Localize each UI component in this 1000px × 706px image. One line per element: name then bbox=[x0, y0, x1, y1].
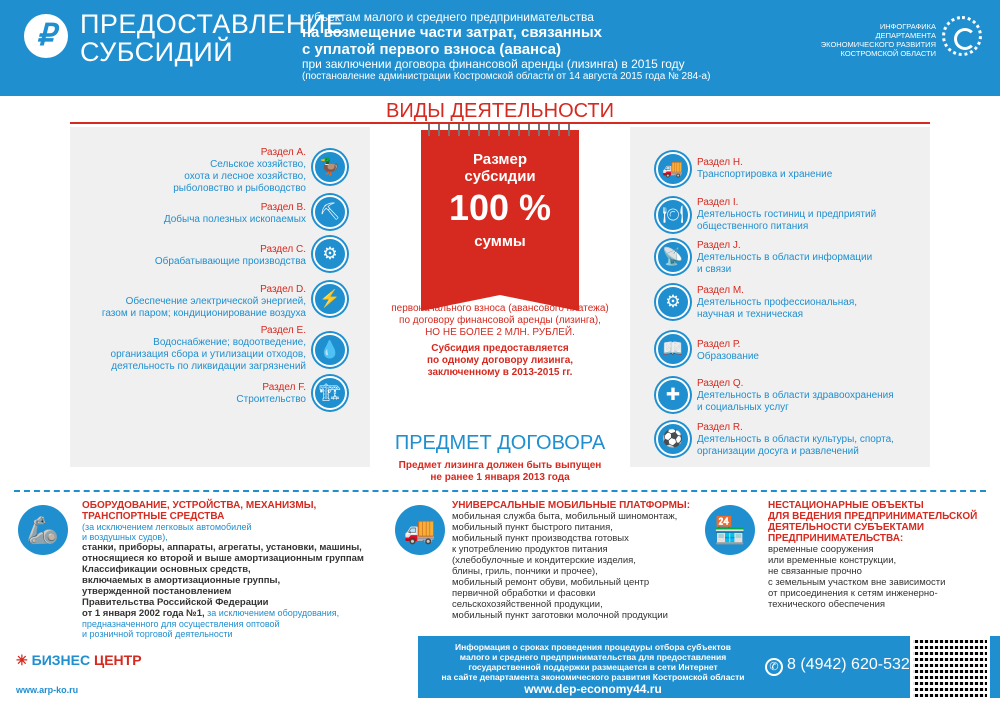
logo-star-icon: ✳ bbox=[16, 652, 32, 668]
activity-section: Раздел Е. bbox=[260, 325, 306, 336]
title-line-2: СУБСИДИЙ bbox=[80, 37, 234, 67]
business-center-logo bbox=[16, 652, 142, 669]
equipment-body-line: утвержденной постановлением bbox=[82, 586, 232, 597]
activity-description: Деятельность в области культуры, спорта, bbox=[697, 434, 894, 445]
limits-line-3: заключенному в 2013-2015 гг. bbox=[427, 367, 573, 378]
subtitle-line-4: (постановление администрации Костромской области от 14 августа 2015 года № 284-а) bbox=[302, 71, 711, 82]
conditions-line-3: НО НЕ БОЛЕЕ 2 МЛН. РУБЛЕЙ. bbox=[425, 327, 575, 338]
subtitle-line-3: при заключении договора финансовой аренды (лизинга) в 2015 году bbox=[302, 57, 685, 71]
activity-item bbox=[697, 339, 917, 363]
banner-heading bbox=[421, 151, 579, 185]
mobile-body-line: к употреблению продуктов питания bbox=[452, 544, 608, 555]
equipment-head-2: ТРАНСПОРТНЫЕ СРЕДСТВА bbox=[82, 511, 225, 522]
antenna-icon: 📡 bbox=[656, 240, 690, 274]
subject-note bbox=[370, 460, 630, 484]
equipment-body-line: Классификации основных средств, bbox=[82, 564, 251, 575]
activity-section: Раздел J. bbox=[697, 240, 741, 251]
activity-description: научная и техническая bbox=[697, 309, 804, 320]
title-line-1: ПРЕДОСТАВЛЕНИЕ bbox=[80, 9, 345, 39]
activity-description: Водоснабжение; водоотведение, bbox=[153, 337, 306, 348]
activity-item bbox=[697, 197, 917, 233]
equipment-column bbox=[82, 500, 382, 639]
logo-text-a: БИЗНЕС bbox=[31, 652, 91, 668]
phone-icon: ✆ bbox=[765, 658, 783, 676]
non-stationary-column bbox=[768, 500, 988, 610]
activity-item bbox=[697, 285, 917, 321]
forklift-icon: 🚚 bbox=[656, 152, 690, 186]
activity-section: Раздел А. bbox=[260, 147, 306, 158]
non-stationary-body-line: не связанные прочно bbox=[768, 566, 862, 577]
mobile-body-line: сельскохозяйственной продукции, bbox=[452, 599, 603, 610]
mobile-body-line: (хлебобулочные и кондитерские изделия, bbox=[452, 555, 636, 566]
equipment-exclusion-2: предназначенного для осуществления оптовой bbox=[82, 619, 280, 629]
phone-number: 8 (4942) 620-532 bbox=[787, 656, 910, 673]
lightning-icon: ⚡ bbox=[313, 282, 347, 316]
dept-line-2: ДЕПАРТАМЕНТА bbox=[875, 31, 936, 40]
activity-section: Раздел Р. bbox=[697, 339, 741, 350]
activity-item bbox=[697, 378, 917, 414]
limits-line-2: по одному договору лизинга, bbox=[426, 355, 574, 366]
equipment-body-line: Правительства Российской Федерации bbox=[82, 597, 269, 608]
footer-info-line: Информация о сроках проведения процедуры отбора субъектов bbox=[455, 642, 731, 652]
mobile-body-line: мобильная служба быта, мобильный шиномонтаж, bbox=[452, 511, 678, 522]
subject-title: ПРЕДМЕТ ДОГОВОРА bbox=[394, 432, 606, 454]
banner-line-2: субсидии bbox=[464, 168, 536, 185]
equipment-note-2: и воздушных судов), bbox=[82, 532, 168, 542]
mine-cart-icon: ⛏ bbox=[313, 195, 347, 229]
activity-section: Раздел Q. bbox=[697, 378, 744, 389]
activity-item bbox=[80, 244, 306, 268]
activity-item bbox=[697, 422, 917, 458]
dept-line-1: ИНФОГРАФИКА bbox=[879, 22, 936, 31]
ruble-logo-icon: ₽ bbox=[24, 14, 68, 58]
banner-rings bbox=[428, 124, 572, 136]
mobile-body-line: мобильный пункт заготовки молочной продукции bbox=[452, 610, 668, 621]
equipment-body-line: относящиеся ко второй и выше амортизационным группам bbox=[82, 553, 364, 564]
subsidy-limits bbox=[370, 343, 630, 379]
footer-info bbox=[428, 642, 758, 682]
activity-section: Раздел F. bbox=[262, 382, 306, 393]
activity-section: Раздел R. bbox=[697, 422, 743, 433]
activity-item bbox=[80, 147, 306, 195]
limits-line-1: Субсидия предоставляется bbox=[431, 343, 569, 354]
activity-section: Раздел Н. bbox=[697, 157, 743, 168]
equipment-exclusion-3: и розничной торговой деятельности bbox=[82, 629, 233, 639]
subsidy-conditions bbox=[370, 303, 630, 339]
equipment-head-1: ОБОРУДОВАНИЕ, УСТРОЙСТВА, МЕХАНИЗМЫ, bbox=[82, 500, 317, 511]
subject-note-line-2: не ранее 1 января 2013 года bbox=[430, 472, 570, 483]
mobile-body-line: первичной обработки и фасовки bbox=[452, 588, 596, 599]
department-link[interactable]: www.dep-economy44.ru bbox=[524, 682, 662, 696]
non-stationary-head-line: НЕСТАЦИОНАРНЫЕ ОБЪЕКТЫ bbox=[768, 500, 924, 511]
subject-note-line-1: Предмет лизинга должен быть выпущен bbox=[398, 460, 602, 471]
non-stationary-body-line: технического обеспечения bbox=[768, 599, 886, 610]
qr-code-pattern bbox=[913, 637, 987, 697]
conditions-line-1: первоначального взноса (авансового платежа) bbox=[391, 303, 609, 314]
banner-sum-label: суммы bbox=[474, 233, 526, 250]
department-label bbox=[806, 22, 936, 58]
mobile-body-line: мобильный пункт быстрого питания, bbox=[452, 522, 613, 533]
mobile-platforms-column bbox=[452, 500, 702, 621]
excavator-icon: 🏗 bbox=[313, 376, 347, 410]
activity-item bbox=[80, 325, 306, 373]
activity-section: Раздел I. bbox=[697, 197, 739, 208]
activity-description: Добыча полезных ископаемых bbox=[163, 214, 306, 225]
activities-title: ВИДЫ ДЕЯТЕЛЬНОСТИ bbox=[385, 100, 615, 122]
activity-description: Сельское хозяйство, bbox=[210, 159, 306, 170]
activity-item bbox=[697, 157, 917, 181]
department-logo-icon bbox=[942, 16, 982, 56]
activity-description: Деятельность профессиональная, bbox=[697, 297, 858, 308]
activity-section: Раздел М. bbox=[697, 285, 744, 296]
equipment-body-line: включаемых в амортизационные группы, bbox=[82, 575, 281, 586]
gear-icon: ⚙ bbox=[313, 237, 347, 271]
dept-line-3: ЭКОНОМИЧЕСКОГО РАЗВИТИЯ bbox=[820, 40, 936, 49]
activity-description: организация сбора и утилизации отходов, bbox=[110, 349, 306, 360]
mobile-body-line: мобильный пункт производства готовых bbox=[452, 533, 629, 544]
water-drop-icon: 💧 bbox=[313, 333, 347, 367]
equipment-note-1: (за исключением легковых автомобилей bbox=[82, 522, 252, 532]
banner-line-1: Размер bbox=[472, 151, 528, 168]
activity-description: Обеспечение электрической энергией, bbox=[125, 296, 306, 307]
activity-item bbox=[697, 240, 917, 276]
duck-icon: 🦆 bbox=[313, 150, 347, 184]
mobile-head: УНИВЕРСАЛЬНЫЕ МОБИЛЬНЫЕ ПЛАТФОРМЫ: bbox=[452, 500, 691, 511]
footer-info-line: на сайте департамента экономического развития Костромской области bbox=[441, 672, 745, 682]
activity-item bbox=[80, 202, 306, 226]
equipment-date: от 1 января 2002 года №1, bbox=[82, 608, 205, 619]
equipment-exclusion: за исключением оборудования, bbox=[204, 608, 340, 618]
activity-description: Деятельность гостиниц и предприятий bbox=[697, 209, 877, 220]
activity-section: Раздел С. bbox=[260, 244, 306, 255]
non-stationary-head-line: ДЛЯ ВЕДЕНИЯ ПРЕДПРИНИМАТЕЛЬСКОЙ bbox=[768, 511, 978, 522]
activity-description: газом и паром; кондиционирование воздуха bbox=[101, 308, 306, 319]
non-stationary-body-line: временные сооружения bbox=[768, 544, 874, 555]
soccer-ball-icon: ⚽ bbox=[656, 422, 690, 456]
activity-item bbox=[80, 382, 306, 406]
delivery-truck-icon: 🚚 bbox=[395, 505, 445, 555]
activity-description: Обрабатывающие производства bbox=[154, 256, 306, 267]
mobile-body-line: блины, гриль, пончики и прочее), bbox=[452, 566, 598, 577]
activity-description: организации досуга и развлечений bbox=[697, 446, 859, 457]
subtitle-line-2b: с уплатой первого взноса (аванса) bbox=[302, 41, 561, 58]
gears-icon: ⚙ bbox=[656, 285, 690, 319]
activity-description: Строительство bbox=[236, 394, 306, 405]
banner-percent: 100 % bbox=[448, 187, 552, 228]
non-stationary-head-line: ПРЕДПРИНИМАТЕЛЬСТВА: bbox=[768, 533, 904, 544]
conditions-line-2: по договору финансовой аренды (лизинга), bbox=[399, 315, 601, 326]
plate-cutlery-icon: 🍽 bbox=[656, 198, 690, 232]
equipment-body-line: станки, приборы, аппараты, агрегаты, установки, машины, bbox=[82, 542, 362, 553]
business-center-link[interactable]: www.arp-ko.ru bbox=[16, 685, 79, 695]
mobile-body-line: мобильный ремонт обуви, мобильный центр bbox=[452, 577, 650, 588]
robot-arm-icon: 🦾 bbox=[18, 505, 68, 555]
non-stationary-body-line: с земельным участком вне зависимости bbox=[768, 577, 946, 588]
footer-info-line: малого и среднего предпринимательства для предоставления bbox=[459, 652, 727, 662]
activity-description: охота и лесное хозяйство, bbox=[184, 171, 306, 182]
footer-info-line: государственной поддержки размещается в сети Интернет bbox=[468, 662, 718, 672]
activity-description: деятельность по ликвидации загрязнений bbox=[111, 361, 306, 372]
non-stationary-body-line: от присоединения к сетям инженерно- bbox=[768, 588, 938, 599]
dept-line-4: КОСТРОМСКОЙ ОБЛАСТИ bbox=[840, 49, 936, 58]
activity-description: Транспортировка и хранение bbox=[697, 169, 833, 180]
activity-item bbox=[80, 284, 306, 320]
non-stationary-head-line: ДЕЯТЕЛЬНОСТИ СУБЪЕКТАМИ bbox=[768, 522, 925, 533]
activity-description: Деятельность в области здравоохранения bbox=[697, 390, 894, 401]
activity-section: Раздел В. bbox=[260, 202, 306, 213]
header-subtitle bbox=[302, 11, 762, 83]
subtitle-line-2a: на возмещение части затрат, связанных bbox=[302, 24, 602, 41]
activity-description: рыболовство и рыбоводство bbox=[173, 183, 306, 194]
book-icon: 📖 bbox=[656, 332, 690, 366]
activity-description: Образование bbox=[697, 351, 759, 362]
activity-description: общественного питания bbox=[697, 221, 809, 232]
activity-description: и связи bbox=[697, 264, 732, 275]
logo-text-b: ЦЕНТР bbox=[93, 652, 142, 668]
subtitle-line-1: субъектам малого и среднего предпринимательства bbox=[302, 10, 594, 24]
kiosk-icon: 🏪 bbox=[705, 505, 755, 555]
activity-description: и социальных услуг bbox=[697, 402, 789, 413]
non-stationary-body-line: или временные конструкции, bbox=[768, 555, 897, 566]
medical-kit-icon: ✚ bbox=[656, 378, 690, 412]
activity-description: Деятельность в области информации bbox=[697, 252, 873, 263]
activity-section: Раздел D. bbox=[260, 284, 306, 295]
